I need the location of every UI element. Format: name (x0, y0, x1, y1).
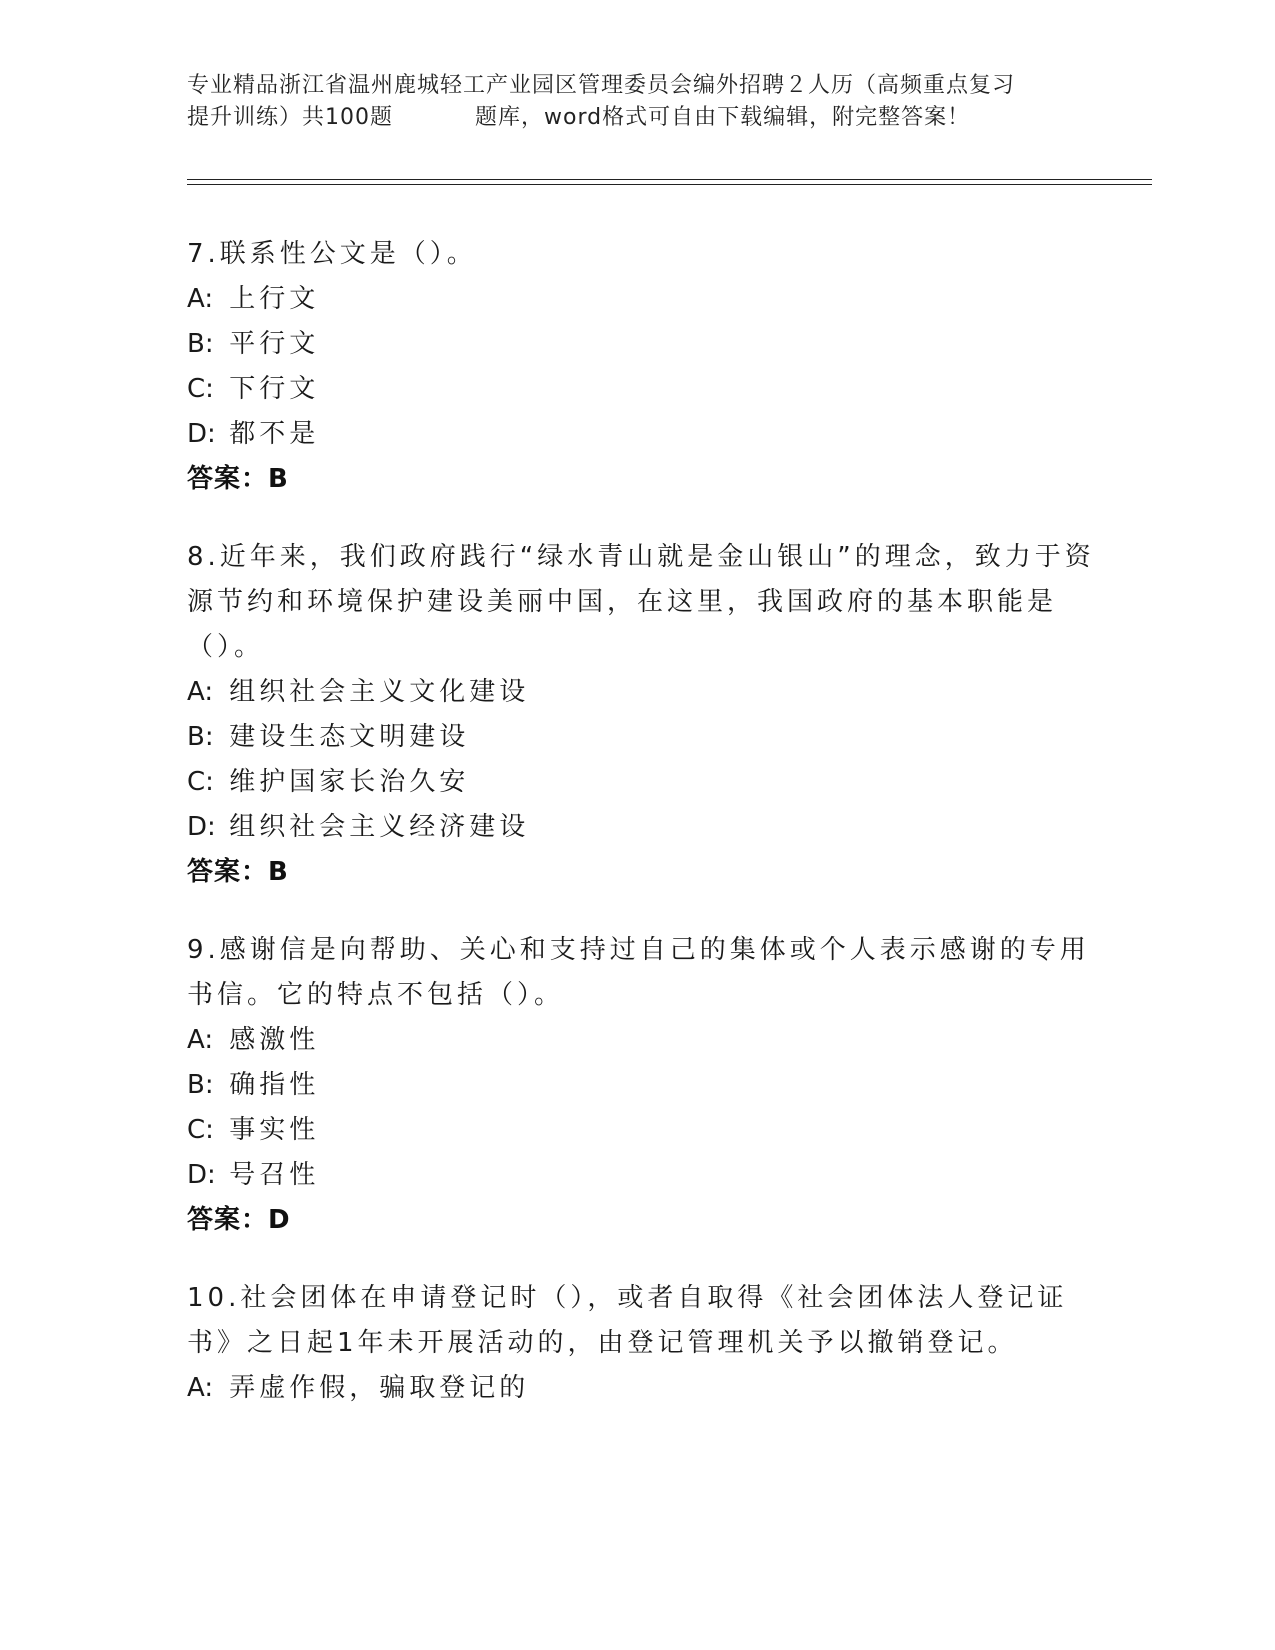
answer: 答案：D (187, 1205, 291, 1235)
option-text: 号召性 (229, 1160, 320, 1190)
question-8 (187, 535, 1107, 895)
option-text: 弄虚作假，骗取登记的 (229, 1373, 530, 1403)
header-rule-top (187, 179, 1152, 180)
document-header (187, 70, 1087, 134)
option-text: 确指性 (229, 1070, 320, 1100)
option-text: 下行文 (229, 374, 320, 404)
option-letter: A: (187, 1025, 214, 1055)
header-line-1: 专业精品浙江省温州鹿城轻工产业园区管理委员会编外招聘２人历（高频重点复习 (187, 73, 1016, 98)
option-b (187, 322, 1107, 367)
option-letter: B: (187, 722, 214, 752)
option-letter: D: (187, 1160, 216, 1190)
option-letter: A: (187, 1373, 214, 1403)
option-d (187, 805, 1107, 850)
option-b (187, 1063, 1107, 1108)
option-c (187, 367, 1107, 412)
option-text: 感激性 (229, 1025, 320, 1055)
option-letter: A: (187, 677, 214, 707)
answer: 答案：B (187, 857, 289, 887)
header-line-2-part-1: 提升训练）共100题 (187, 105, 393, 130)
question-text: 8.近年来，我们政府践行“绿水青山就是金山银山”的理念，致力于资源节约和环境保护建设美丽中国，在这里，我国政府的基本职能是（）。 (187, 542, 1095, 662)
answer: 答案：B (187, 464, 289, 494)
option-text: 都不是 (229, 419, 320, 449)
option-a (187, 1366, 1107, 1411)
question-9 (187, 928, 1107, 1243)
option-letter: B: (187, 329, 214, 359)
option-text: 组织社会主义经济建设 (229, 812, 530, 842)
option-text: 上行文 (229, 284, 320, 314)
question-7 (187, 232, 1107, 502)
question-list (187, 232, 1107, 1444)
question-10 (187, 1276, 1107, 1411)
option-letter: C: (187, 767, 214, 797)
option-letter: C: (187, 374, 214, 404)
question-text: 7.联系性公文是（）。 (187, 239, 477, 269)
option-letter: C: (187, 1115, 214, 1145)
option-text: 事实性 (229, 1115, 320, 1145)
question-text: 10.社会团体在申请登记时（），或者自取得《社会团体法人登记证书》之日起1年未开展活动的，由登记管理机关予以撤销登记。 (187, 1283, 1068, 1358)
option-text: 建设生态文明建设 (229, 722, 470, 752)
option-d (187, 412, 1107, 457)
header-line-2-part-2: 题库，word格式可自由下载编辑，附完整答案！ (475, 105, 971, 130)
option-a (187, 670, 1107, 715)
option-c (187, 760, 1107, 805)
header-line-2 (187, 102, 1087, 134)
option-letter: A: (187, 284, 214, 314)
option-a (187, 277, 1107, 322)
option-letter: B: (187, 1070, 214, 1100)
option-a (187, 1018, 1107, 1063)
option-text: 组织社会主义文化建设 (229, 677, 530, 707)
option-d (187, 1153, 1107, 1198)
question-text: 9.感谢信是向帮助、关心和支持过自己的集体或个人表示感谢的专用书信。它的特点不包括（）。 (187, 935, 1090, 1010)
option-c (187, 1108, 1107, 1153)
header-rule-bottom (187, 184, 1152, 185)
option-letter: D: (187, 419, 216, 449)
option-text: 维护国家长治久安 (229, 767, 470, 797)
option-b (187, 715, 1107, 760)
option-text: 平行文 (229, 329, 320, 359)
option-letter: D: (187, 812, 216, 842)
